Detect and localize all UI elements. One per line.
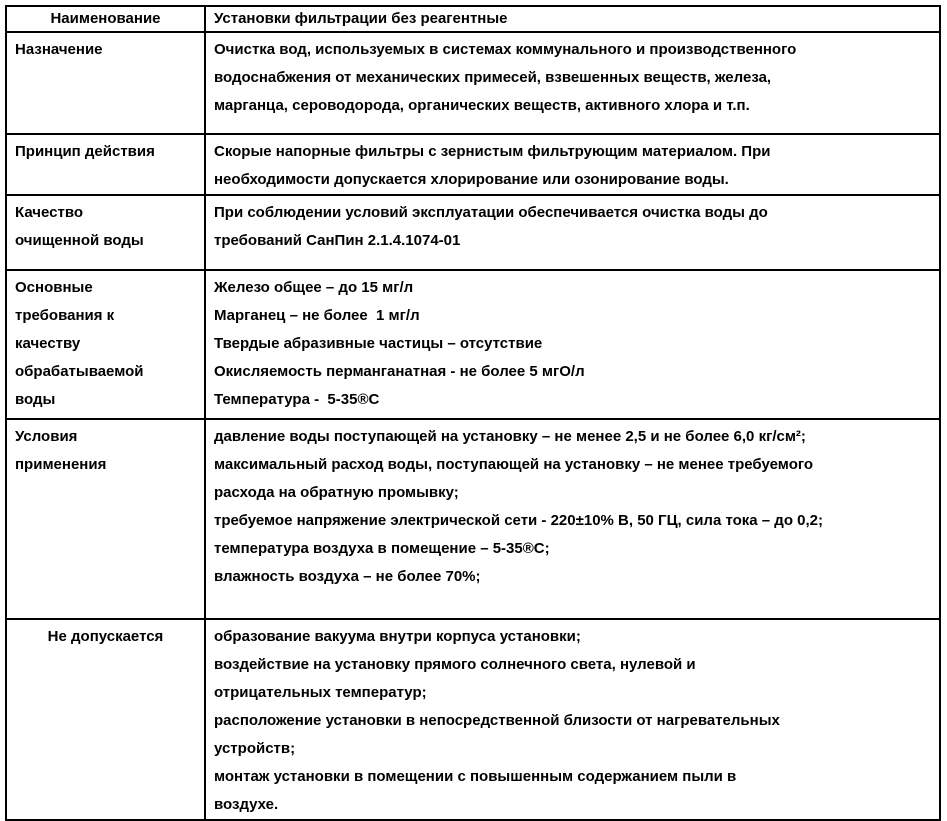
- row-content-cell: [205, 6, 940, 32]
- row-content-line: требований СанПин 2.1.4.1074-01: [214, 232, 461, 249]
- row-label-cell: [6, 270, 205, 419]
- row-label-line: Качество: [15, 204, 84, 221]
- row-content-line: Скорые напорные фильтры с зернистым фильтрующим материалом. При: [214, 143, 771, 160]
- row-content-line: максимальный расход воды, поступающей на установку – не менее требуемого: [214, 456, 814, 473]
- row-content-line: отрицательных температур;: [214, 684, 427, 701]
- row-label-cell: [6, 619, 205, 820]
- row-label-line: воды: [15, 391, 56, 408]
- row-content-line: Марганец – не более 1 мг/л: [214, 307, 420, 324]
- row-content-cell: [205, 134, 940, 195]
- table-row: [6, 195, 940, 270]
- spec-table-body: [6, 6, 940, 820]
- row-label-line: требования к: [15, 307, 115, 324]
- row-content-line: воздухе.: [214, 796, 279, 813]
- table-row: [6, 419, 940, 619]
- row-label-cell: [6, 32, 205, 134]
- table-row: [6, 32, 940, 134]
- row-content-cell: [205, 32, 940, 134]
- row-content-line: расхода на обратную промывку;: [214, 484, 459, 501]
- row-label-cell: [6, 6, 205, 32]
- row-content-line: монтаж установки в помещении с повышенным содержанием пыли в: [214, 768, 737, 785]
- row-content-line: влажность воздуха – не более 70%;: [214, 568, 481, 585]
- row-content-line: Окисляемость перманганатная - не более 5 мгО/л: [214, 363, 585, 380]
- row-label-cell: [6, 419, 205, 619]
- row-label-cell: [6, 195, 205, 270]
- table-row: [6, 270, 940, 419]
- row-content-line: устройств;: [214, 740, 296, 757]
- row-content-line: образование вакуума внутри корпуса установки;: [214, 628, 581, 645]
- row-label-line: качеству: [15, 335, 81, 352]
- table-row: [6, 134, 940, 195]
- row-content-cell: [205, 270, 940, 419]
- row-content-line: требуемое напряжение электрической сети - 220±10% В, 50 ГЦ, сила тока – до 0,2;: [214, 512, 823, 529]
- row-label-line: Основные: [15, 279, 93, 296]
- row-content-line: давление воды поступающей на установку – не менее 2,5 и не более 6,0 кг/см²;: [214, 428, 806, 445]
- spec-table: [5, 5, 941, 821]
- row-label-line: Назначение: [15, 41, 103, 58]
- row-content-cell: [205, 619, 940, 820]
- row-content-line: Железо общее – до 15 мг/л: [214, 279, 414, 296]
- row-content-line: расположение установки в непосредственной близости от нагревательных: [214, 712, 780, 729]
- row-content-line: водоснабжения от механических примесей, взвешенных веществ, железа,: [214, 69, 772, 86]
- row-content-line: воздействие на установку прямого солнечного света, нулевой и: [214, 656, 696, 673]
- row-label-line: обрабатываемой: [15, 363, 144, 380]
- table-row: [6, 619, 940, 820]
- row-label-line: Условия: [15, 428, 78, 445]
- row-label-line: Не допускается: [47, 628, 164, 645]
- row-content-cell: [205, 195, 940, 270]
- row-content-line: Температура - 5-35®С: [214, 391, 380, 408]
- row-label-line: применения: [15, 456, 107, 473]
- row-content-line: Твердые абразивные частицы – отсутствие: [214, 335, 543, 352]
- table-row: [6, 6, 940, 32]
- row-content-line: необходимости допускается хлорирование или озонирование воды.: [214, 171, 729, 188]
- row-label-line: очищенной воды: [15, 232, 144, 249]
- row-content-cell: [205, 419, 940, 619]
- row-content-line: Установки фильтрации без реагентные: [214, 10, 508, 27]
- row-content-line: При соблюдении условий эксплуатации обеспечивается очистка воды до: [214, 204, 768, 221]
- row-content-line: температура воздуха в помещение – 5-35®С;: [214, 540, 550, 557]
- row-content-line: Очистка вод, используемых в системах коммунального и производственного: [214, 41, 797, 58]
- row-label-line: Принцип действия: [15, 143, 155, 160]
- row-label-line: Наименование: [50, 10, 161, 27]
- row-label-cell: [6, 134, 205, 195]
- row-content-line: марганца, сероводорода, органических веществ, активного хлора и т.п.: [214, 97, 750, 114]
